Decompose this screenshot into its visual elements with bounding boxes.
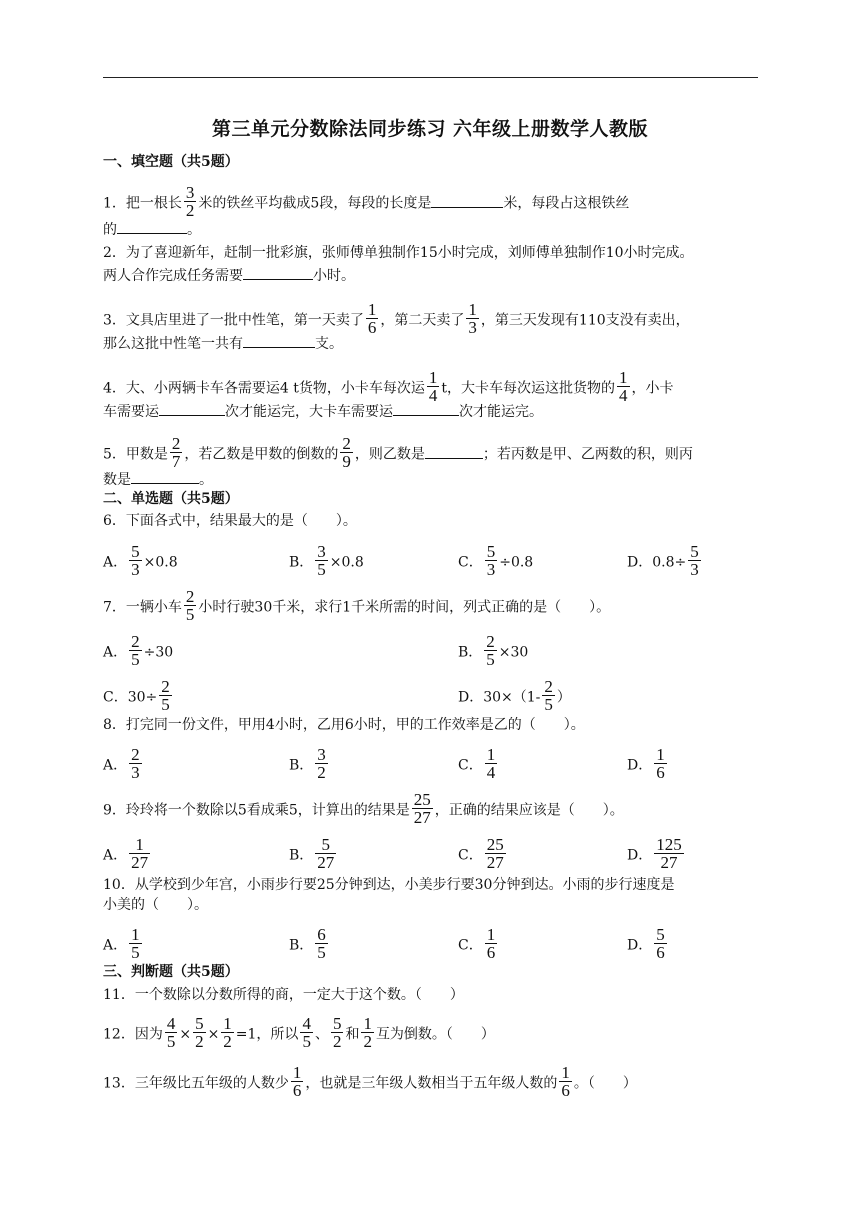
option-6-b[interactable]: B． $\frac{3}{5}$ ×0.8 — [289, 542, 364, 579]
section-heading-fill-in: 一、填空题（共5题） — [103, 154, 239, 170]
option-8-b[interactable]: B． $\frac{3}{2}$ — [289, 745, 326, 782]
option-6-a[interactable]: A． $\frac{5}{3}$ ×0.8 — [103, 542, 178, 579]
question-3-line-2: 那么这批中性笔一共有 支。 — [103, 333, 343, 353]
question-5-line-1: 5．甲数是 $\frac{2}{7}$ ，若乙数是甲数的倒数的 $\frac{2}{9}$ ，则乙数是 ；若丙数是甲、乙两数的积，则丙 — [103, 434, 693, 471]
question-11: 11．一个数除以分数所得的商，一定大于这个数。（ ） — [103, 987, 464, 1003]
fraction: $\frac{1}{4}$ — [619, 368, 628, 405]
option-6-d[interactable]: D．0.8÷ $\frac{5}{3}$ — [627, 542, 699, 579]
option-10-c[interactable]: C． $\frac{1}{6}$ — [458, 925, 496, 962]
fraction: $\frac{1}{3}$ — [468, 300, 477, 337]
option-10-b[interactable]: B． $\frac{6}{5}$ — [289, 925, 326, 962]
option-9-b[interactable]: B． $\frac{5}{27}$ — [289, 835, 335, 872]
option-8-a[interactable]: A． $\frac{2}{3}$ — [103, 745, 140, 782]
option-6-c[interactable]: C． $\frac{5}{3}$ ÷0.8 — [458, 542, 534, 579]
question-2-line-2: 两人合作完成任务需要 小时。 — [103, 265, 355, 285]
answer-blank[interactable] — [117, 219, 187, 234]
question-9-stem: 9．玲玲将一个数除以5看成乘5，计算出的结果是 $\frac{25}{27}$ ，正确的结果应该是（ ）。 — [103, 790, 624, 827]
fraction: $\frac{2}{9}$ — [342, 434, 351, 471]
fraction: $\frac{25}{27}$ — [413, 790, 431, 827]
question-3-line-1: 3．文具店里进了一批中性笔，第一天卖了 $\frac{1}{6}$ ，第二天卖了 $\frac{1}{3}$ ，第三天发现有110支没有卖出， — [103, 300, 690, 337]
option-7-b[interactable]: B． $\frac{2}{5}$ ×30 — [458, 632, 529, 669]
question-10-line-2: 小美的（ ）。 — [103, 897, 208, 913]
option-8-d[interactable]: D． $\frac{1}{6}$ — [627, 745, 665, 782]
answer-blank[interactable] — [159, 401, 225, 416]
question-13: 13．三年级比五年级的人数少 $\frac{1}{6}$ ，也就是三年级人数相当于五年级人数的 $\frac{1}{6}$ 。（ ） — [103, 1063, 637, 1100]
option-7-d[interactable]: D．30×（1- $\frac{2}{5}$ ） — [458, 677, 571, 714]
option-8-c[interactable]: C． $\frac{1}{4}$ — [458, 745, 496, 782]
fraction: $\frac{3}{2}$ — [185, 183, 195, 220]
option-9-a[interactable]: A． $\frac{1}{27}$ — [103, 835, 149, 872]
answer-blank[interactable] — [243, 265, 313, 280]
answer-blank[interactable] — [431, 193, 503, 208]
question-2-line-1: 2．为了喜迎新年，赶制一批彩旗，张师傅单独制作15小时完成，刘师傅单独制作10小时完成。 — [103, 245, 694, 261]
section-heading-true-false: 三、判断题（共5题） — [103, 964, 239, 980]
section-heading-single-choice: 二、单选题（共5题） — [103, 491, 239, 507]
option-7-c[interactable]: C．30÷ $\frac{2}{5}$ — [103, 677, 170, 714]
header-rule — [103, 77, 758, 78]
option-9-c[interactable]: C． $\frac{25}{27}$ — [458, 835, 504, 872]
question-7-stem: 7．一辆小车 $\frac{2}{5}$ 小时行驶30千米，求行1千米所需的时间，列式正确的是（ ）。 — [103, 587, 611, 624]
option-7-a[interactable]: A． $\frac{2}{5}$ ÷30 — [103, 632, 174, 669]
fraction: $\frac{2}{5}$ — [185, 587, 195, 624]
option-9-d[interactable]: D． $\frac{125}{27}$ — [627, 835, 682, 872]
question-6-stem: 6．下面各式中，结果最大的是（ ）。 — [103, 513, 357, 529]
question-8-stem: 8．打完同一份文件，甲用4小时，乙用6小时，甲的工作效率是乙的（ ）。 — [103, 717, 585, 733]
question-4-line-2: 车需要运 次才能运完，大卡车需要运 次才能运完。 — [103, 401, 543, 421]
answer-blank[interactable] — [393, 401, 459, 416]
page-title: 第三单元分数除法同步练习 六年级上册数学人教版 — [211, 118, 649, 140]
fraction: $\frac{2}{7}$ — [171, 434, 181, 471]
question-1-line-2: 的 。 — [103, 219, 201, 239]
question-5-line-2: 数是 。 — [103, 469, 213, 489]
answer-blank[interactable] — [131, 469, 199, 484]
question-1-line-1: 1．把一根长 $\frac{3}{2}$ 米的铁丝平均截成5段，每段的长度是 米，每段占这根铁丝 — [103, 183, 630, 220]
option-10-a[interactable]: A． $\frac{1}{5}$ — [103, 925, 140, 962]
answer-blank[interactable] — [425, 444, 483, 459]
option-10-d[interactable]: D． $\frac{5}{6}$ — [627, 925, 665, 962]
question-12: 12．因为 $\frac{4}{5}$ × $\frac{5}{2}$ × $\frac{1}{2}$ =1，所以 $\frac{4}{5}$ 、 $\frac{5}{2}$ 和 $\frac{1}{2}$ 互为倒数。（ ） — [103, 1014, 495, 1051]
question-4-line-1: 4．大、小两辆卡车各需要运4 t货物，小卡车每次运 $\frac{1}{4}$ t，大卡车每次运这批货物的 $\frac{1}{4}$ ，小卡 — [103, 368, 674, 405]
fraction: $\frac{1}{4}$ — [428, 368, 438, 405]
question-10-line-1: 10．从学校到少年宫，小雨步行要25分钟到达，小美步行要30分钟到达。小雨的步行速度是 — [103, 877, 675, 893]
fraction: $\frac{1}{6}$ — [367, 300, 377, 337]
answer-blank[interactable] — [243, 333, 315, 348]
